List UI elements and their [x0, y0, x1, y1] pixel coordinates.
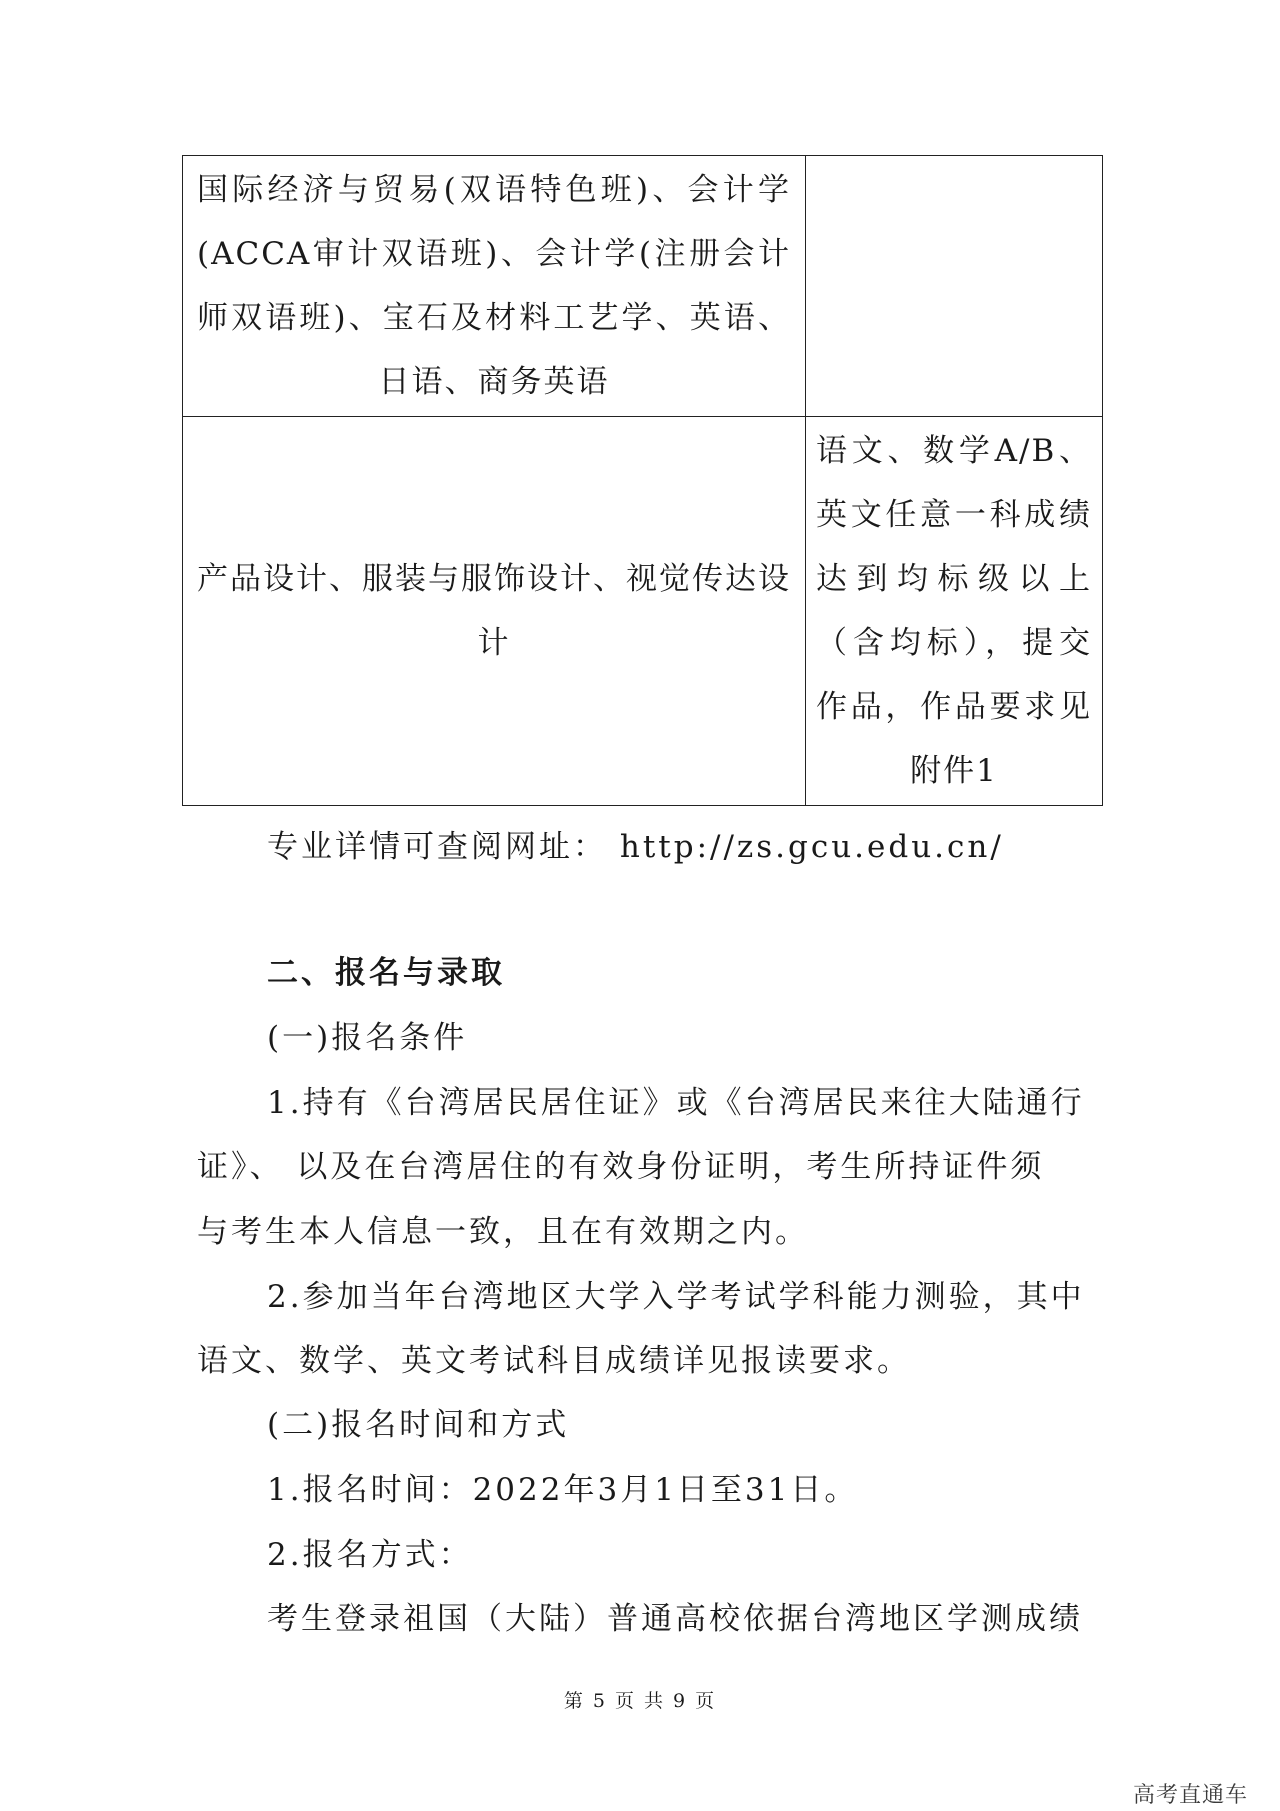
paragraph-line: 1.持有《台湾居民居住证》或《台湾居民来往大陆通行	[267, 1085, 1085, 1121]
requirement-cell	[806, 156, 1103, 417]
paragraph-line: 考生登录祖国（大陆）普通高校依据台湾地区学测成绩	[267, 1601, 1083, 1637]
requirement-text	[806, 284, 1102, 288]
paragraph-line: 2.报名方式：	[267, 1537, 473, 1573]
majors-text: 产品设计、服装与服饰设计、视觉传达设计	[197, 561, 791, 661]
url-note: 专业详情可查阅网址： http://zs.gcu.edu.cn/	[267, 829, 1004, 865]
paragraph-line: 2.参加当年台湾地区大学入学考试学科能力测验，其中	[267, 1279, 1085, 1315]
paragraph-line: 语文、数学、英文考试科目成绩详见报读要求。	[197, 1343, 911, 1379]
paragraph-line: 与考生本人信息一致，且在有效期之内。	[197, 1214, 809, 1250]
section-title: 二、报名与录取	[267, 955, 505, 991]
requirement-text: 语文、数学A/B、英文任意一科成绩达到均标级以上（含均标），提交作品，作品要求见附件1	[816, 433, 1092, 789]
table-row	[183, 156, 1103, 417]
watermark: 高考直通车	[1132, 1783, 1248, 1808]
table-row	[183, 417, 1103, 806]
majors-cell	[183, 417, 806, 806]
majors-cell	[183, 156, 806, 417]
paragraph-line: 证》、 以及在台湾居住的有效身份证明，考生所持证件须	[197, 1149, 1045, 1185]
page-number: 第 5 页 共 9 页	[563, 1690, 717, 1712]
subsection-title: (一)报名条件	[267, 1020, 468, 1056]
requirement-cell	[806, 417, 1103, 806]
paragraph-line: 1.报名时间：2022年3月1日至31日。	[267, 1472, 859, 1508]
subsection-title: (二)报名时间和方式	[267, 1407, 570, 1443]
majors-requirements-table	[182, 155, 1103, 806]
majors-text: 国际经济与贸易(双语特色班)、会计学(ACCA审计双语班)、会计学(注册会计师双语班)、宝石及材料工艺学、英语、日语、商务英语	[197, 172, 791, 400]
